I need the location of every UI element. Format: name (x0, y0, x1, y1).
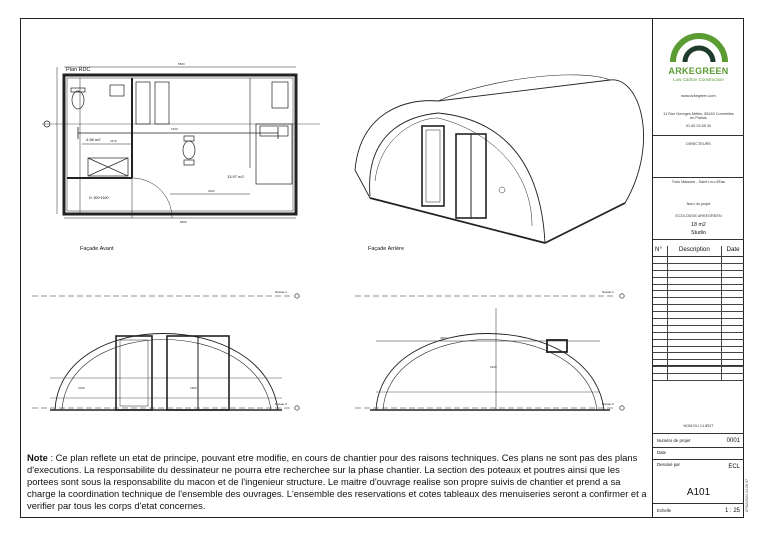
revision-row (653, 257, 744, 264)
project-number-label: Numéro de projet (657, 438, 691, 443)
company-tagline: Low Carbon Construction (673, 77, 724, 82)
door-label: D: 900*1600 (89, 196, 109, 200)
scale-row (653, 504, 744, 518)
project-label: Nom du projet (686, 202, 711, 206)
plan-dim-top: 5800 (178, 62, 185, 66)
rear-elevation (355, 294, 624, 410)
note-text: : Ce plan reflete un etat de principe, pouvant etre modifie, en cours de chantier pour des raisons techniques. Ces plans ne sont pas des plans d'executions. La responsabilite du dessinateur ne pourra etre recherchee sur la phase chantier. La section des poteaux et poutres ainsi que les portees sont sous la responsabilite du macon et de l'ingenieur structure. Le maitre d'ouvrage realise son propre suivis de chantier et prend a sa charge la coordination technique de l'ensemble des ouvrages. L'ensemble des reservations et cotes tableaux des menuiseries seront a confirmer et a verifier par tous les corps d'etat concernes. (27, 452, 647, 512)
drawing-area (20, 18, 652, 448)
revision-row (653, 271, 744, 278)
scale: 1 : 25 (724, 508, 740, 514)
project-section (653, 178, 744, 240)
company-section (653, 18, 744, 136)
date-row (653, 448, 744, 460)
plan-dim-center: 1500 (171, 127, 178, 131)
revision-row (653, 264, 744, 271)
revision-row (653, 278, 744, 285)
plan-dim-lower: 2920 (208, 189, 215, 193)
revision-row (653, 291, 744, 298)
general-note (27, 452, 647, 512)
revision-col-number: N° (653, 246, 668, 256)
drawn-by-label: Dessiné par (657, 462, 680, 467)
drawn-by-row (653, 460, 744, 504)
rear-dim-1: 4500 (440, 336, 447, 340)
revision-header (653, 246, 744, 257)
owner-section (653, 136, 744, 178)
title-block (652, 18, 744, 518)
company-logo-text: ARKEGREEN (668, 66, 729, 76)
plan-dim-bottom: 5800 (180, 220, 187, 224)
client-name: NOM DU CLIENT (683, 424, 714, 428)
rear-level-top: Niveau 1 (602, 290, 614, 294)
revision-row (653, 347, 744, 354)
floor-plan (42, 62, 320, 218)
front-level-top: Niveau 1 (275, 290, 287, 294)
rear-dim-2: 2300 (490, 365, 497, 369)
revision-row (653, 319, 744, 326)
project-type: Studio (691, 230, 706, 236)
arkegreen-logo-icon (669, 30, 729, 64)
revision-row (653, 285, 744, 292)
front-level-bottom: Niveau 0 (275, 402, 287, 406)
revision-row (653, 298, 744, 305)
sheet-number: A101 (686, 487, 711, 498)
plan-title: Plan RDC (66, 67, 91, 73)
owner-label: DIRECTEURS (686, 142, 711, 146)
revision-col-description: Description (668, 246, 723, 256)
revision-row (653, 333, 744, 340)
front-elevation (32, 294, 299, 410)
revision-row (653, 312, 744, 319)
project-number: 0001 (726, 438, 740, 444)
company-address: 11 Rue Georges Mélès, 95240 Cormeilles en Parisis (663, 112, 734, 120)
rear-elevation-title: Façade Arrière (368, 246, 405, 252)
project-number-row (653, 434, 744, 448)
revision-col-date: Date (726, 246, 740, 253)
client-section (653, 366, 744, 434)
revision-row (653, 353, 744, 360)
area-label-studio: 13.97 m2 (227, 174, 244, 179)
print-timestamp: 07/02/2024 14:26:37 (745, 479, 749, 512)
front-dim-2: 1800 (190, 386, 197, 390)
company-phone: 01 60 03 65 00 (685, 124, 712, 128)
revision-table (653, 246, 744, 366)
rear-level-bottom: Niveau 0 (602, 402, 614, 406)
scale-label: Echelle (657, 508, 672, 513)
project-size: 18 m2 (691, 222, 706, 228)
revision-rows (653, 257, 744, 381)
perspective-view (355, 75, 644, 243)
project-name: ECOLODGE ARKEGREEN (675, 214, 722, 218)
plan-dim-left: 2470 (110, 139, 117, 143)
area-label-bathroom: 4.98 m2 (86, 137, 101, 142)
revision-row (653, 305, 744, 312)
front-dim-1: 1000 (78, 386, 85, 390)
note-label: Note (27, 452, 48, 463)
revision-row (653, 326, 744, 333)
revision-row (653, 340, 744, 347)
drawn-by: ECL (728, 464, 740, 470)
date-label: Date (657, 450, 667, 455)
site-name: Trois Maisons - Saint Leu d'Eau (671, 180, 726, 184)
company-website: www.arkegreen.com (681, 94, 716, 98)
front-elevation-title: Façade Avant (80, 246, 114, 252)
